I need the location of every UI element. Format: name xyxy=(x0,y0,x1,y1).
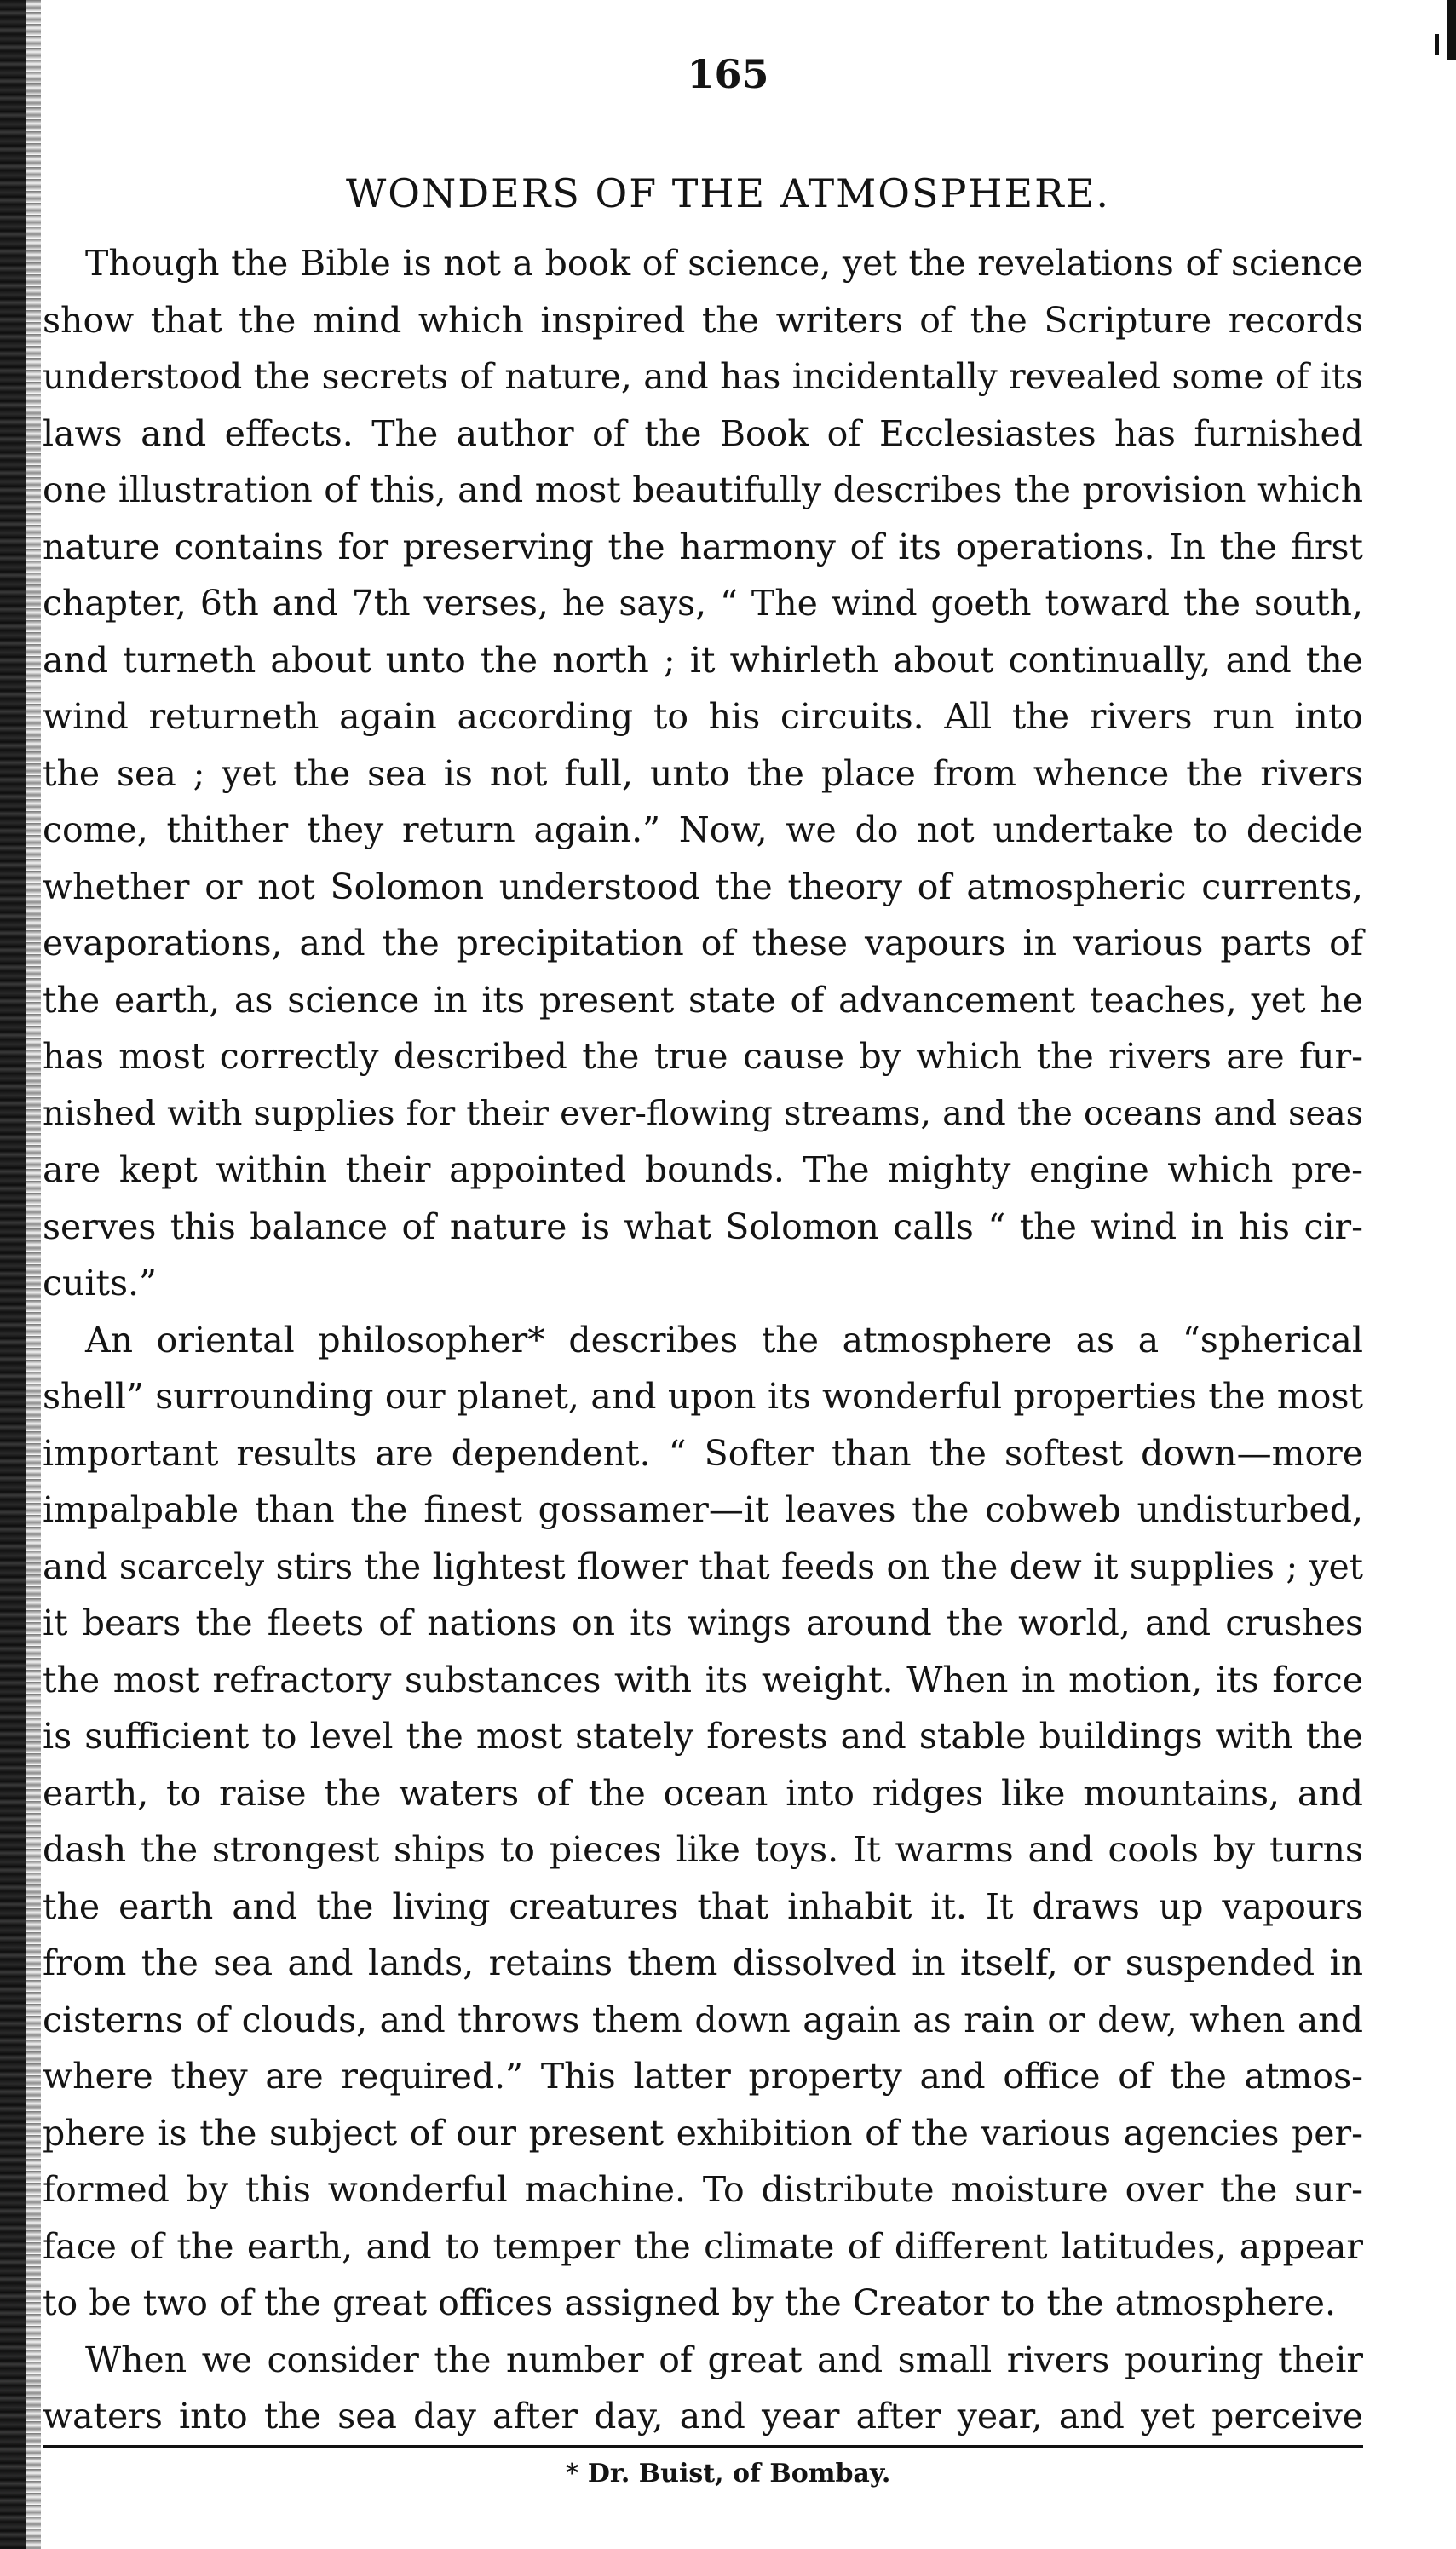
binding-edge xyxy=(0,0,26,2549)
text-line: phere is the subject of our present exhibition of the various agencies per- xyxy=(43,2112,1363,2154)
text-line: earth, to raise the waters of the ocean into ridges like mountains, and xyxy=(43,1772,1363,1814)
page-number: 165 xyxy=(687,51,769,97)
footnote-rule xyxy=(43,2445,1363,2448)
text-line: impalpable than the finest gossamer—it leaves the cobweb undisturbed, xyxy=(43,1489,1363,1530)
text-line: serves this balance of nature is what Solomon calls “ the wind in his cir- xyxy=(43,1205,1363,1247)
text-line: Though the Bible is not a book of science, yet the revelations of science xyxy=(85,243,1363,284)
body-text xyxy=(43,235,1363,2445)
text-line: nature contains for preserving the harmony of its operations. In the first xyxy=(43,526,1363,567)
text-line: are kept within their appointed bounds. The mighty engine which pre- xyxy=(43,1149,1363,1190)
text-line: waters into the sea day after day, and year after year, and yet perceive xyxy=(43,2396,1363,2437)
text-line: laws and effects. The author of the Book of Ecclesiastes has furnished xyxy=(43,412,1363,454)
text-line: the earth and the living creatures that inhabit it. It draws up vapours xyxy=(43,1885,1363,1927)
text-line: whether or not Solomon understood the theory of atmospheric currents, xyxy=(43,866,1363,907)
page-title: WONDERS OF THE ATMOSPHERE. xyxy=(346,170,1110,216)
text-line: and turneth about unto the north ; it whirleth about continually, and the xyxy=(43,639,1363,681)
text-line: to be two of the great offices assigned by the Creator to the atmosphere. xyxy=(43,2282,1337,2323)
text-line: the sea ; yet the sea is not full, unto the place from whence the rivers xyxy=(43,752,1363,794)
text-line: nished with supplies for their ever-flowing streams, and the oceans and seas xyxy=(43,1093,1363,1133)
text-line: from the sea and lands, retains them dissolved in itself, or suspended in xyxy=(43,1942,1363,1983)
text-line: cisterns of clouds, and throws them down again as rain or dew, when and xyxy=(43,1999,1363,2040)
text-line: where they are required.” This latter property and office of the atmos- xyxy=(43,2056,1363,2097)
text-line: come, thither they return again.” Now, we do not undertake to decide xyxy=(43,809,1363,850)
footnote: * Dr. Buist, of Bombay. xyxy=(565,2459,891,2489)
text-line: important results are dependent. “ Softer than the softest down—more xyxy=(43,1432,1363,1474)
text-line: it bears the fleets of nations on its wings around the world, and crushes xyxy=(43,1602,1363,1643)
text-line: When we consider the number of great and small rivers pouring their xyxy=(85,2339,1363,2380)
paragraph-2 xyxy=(43,1312,1363,2332)
text-line: is sufficient to level the most stately forests and stable buildings with the xyxy=(43,1716,1363,1757)
text-line: An oriental philosopher* describes the atmosphere as a “spherical xyxy=(85,1319,1363,1361)
text-line: evaporations, and the precipitation of these vapours in various parts of xyxy=(43,923,1363,964)
text-line: wind returneth again according to his circuits. All the rivers run into xyxy=(43,696,1363,737)
text-line: has most correctly described the true cause by which the rivers are fur- xyxy=(43,1036,1363,1077)
text-line: shell” surrounding our planet, and upon its wonderful properties the most xyxy=(43,1376,1363,1417)
text-line: face of the earth, and to temper the climate of different latitudes, appear xyxy=(43,2225,1363,2267)
paragraph-3 xyxy=(43,2332,1363,2445)
text-line: formed by this wonderful machine. To distribute moisture over the sur- xyxy=(43,2169,1363,2210)
text-line: cuits.” xyxy=(43,1263,157,1303)
text-line: the earth, as science in its present state of advancement teaches, yet he xyxy=(43,979,1363,1021)
paragraph-1 xyxy=(43,235,1363,1312)
text-line: the most refractory substances with its weight. When in motion, its force xyxy=(43,1659,1363,1700)
text-line: chapter, 6th and 7th verses, he says, “ The wind goeth toward the south, xyxy=(43,583,1363,624)
binding-shadow xyxy=(26,0,41,2549)
text-line: one illustration of this, and most beautifully describes the provision which xyxy=(43,469,1363,510)
text-line: show that the mind which inspired the writers of the Scripture records xyxy=(43,299,1363,341)
text-line: dash the strongest ships to pieces like toys. It warms and cools by turns xyxy=(43,1829,1363,1870)
text-line: and scarcely stirs the lightest flower that feeds on the dew it supplies ; yet xyxy=(43,1545,1363,1587)
text-line: understood the secrets of nature, and has incidentally revealed some of its xyxy=(43,356,1363,397)
